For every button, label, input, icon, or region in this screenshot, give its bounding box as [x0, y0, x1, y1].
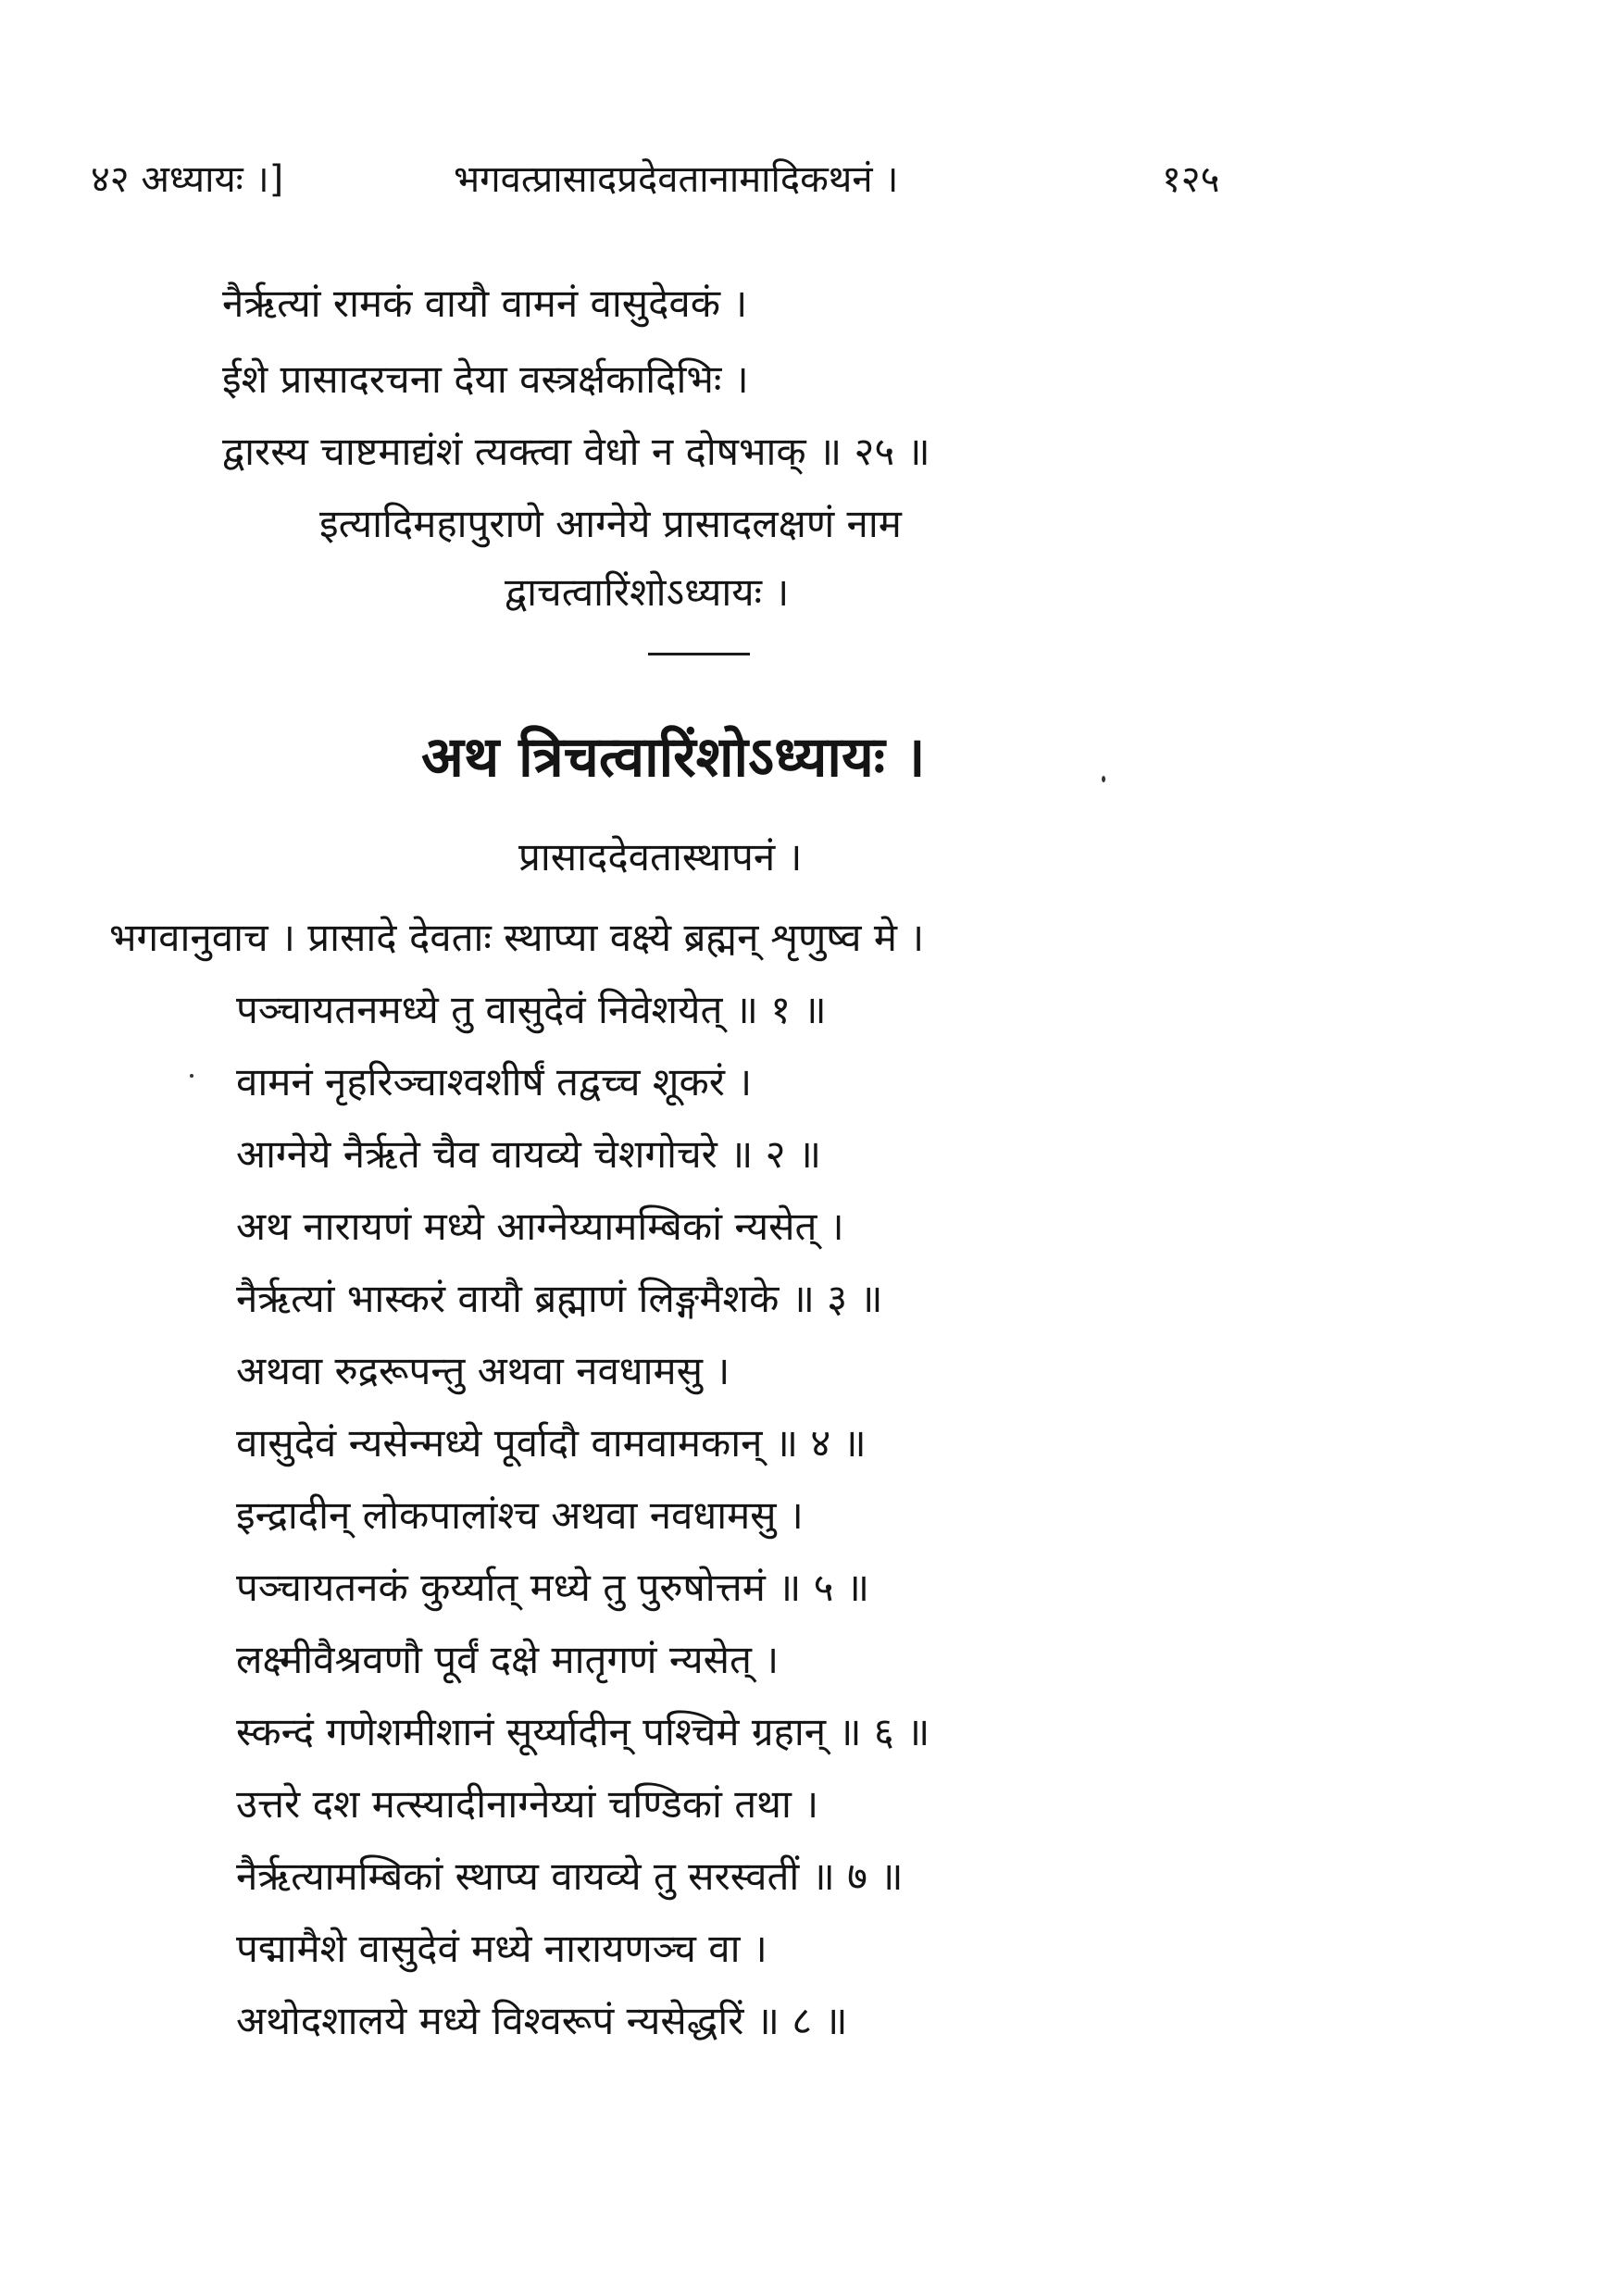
colophon-line: द्वाचत्वारिंशोऽध्यायः । — [505, 569, 790, 615]
first-verse-text: प्रासादे देवताः स्थाप्या वक्ष्ये ब्रह्मन् शृणुष्व मे । — [307, 915, 925, 960]
header-chapter: ४२ अध्यायः ।] — [91, 158, 284, 201]
speaker-line — [109, 912, 924, 964]
section-divider — [648, 653, 750, 655]
page-number: १२५ — [1162, 158, 1220, 201]
colophon-line: इत्यादिमहापुराणे आग्नेये प्रासादलक्षणं नाम — [319, 501, 902, 546]
verse-line: उत्तरे दश मत्स्यादीनाग्नेय्यां चण्डिकां तथा । — [236, 1781, 819, 1827]
verse-line: अथ नारायणं मध्ये आग्नेय्यामम्बिकां न्यसेत् । — [236, 1204, 844, 1249]
prev-verse-line: ईशे प्रासादरचना देया वस्त्रर्क्षकादिभिः । — [222, 356, 749, 402]
print-speck — [1102, 776, 1105, 782]
verse-line: नैर्ऋत्यां भास्करं वायौ ब्रह्माणं लिङ्गमैशके ॥ ३ ॥ — [236, 1276, 883, 1321]
verse-line: पञ्चायतनकं कुर्य्यात् मध्ये तु पुरुषोत्तमं ॥ ५ ॥ — [236, 1565, 870, 1610]
verse-line: वामनं नृहरिञ्चाश्वशीर्षं तद्वच्च शूकरं । — [236, 1059, 753, 1104]
prev-verse-line: द्वारस्य चाष्टमाद्यंशं त्यक्त्वा वेधो न दोषभाक् ॥ २५ ॥ — [222, 429, 930, 474]
chapter-subtitle: प्रासाददेवतास्थापनं । — [518, 834, 803, 880]
verse-line: पञ्चायतनमध्ये तु वासुदेवं निवेशयेत् ॥ १ ॥ — [236, 987, 827, 1032]
verse-line: लक्ष्मीवैश्रवणौ पूर्वं दक्षे मातृगणं न्यसेत् । — [236, 1637, 780, 1682]
verse-line: स्कन्दं गणेशमीशानं सूर्य्यादीन् पश्चिमे ग्रहान् ॥ ६ ॥ — [236, 1709, 930, 1754]
verse-line: अथवा रुद्ररूपन्तु अथवा नवधामसु । — [236, 1348, 730, 1393]
speaker-label: भगवानुवाच । — [109, 915, 295, 960]
header-running-title: भगवत्प्रासादप्रदेवतानामादिकथनं । — [454, 158, 899, 201]
verse-line: अथोदशालये मध्ये विश्वरूपं न्यसेद्धरिं ॥ ८ ॥ — [236, 1998, 848, 2043]
verse-line: इन्द्रादीन् लोकपालांश्च अथवा नवधामसु । — [236, 1492, 804, 1538]
verse-line: आग्नेये नैर्ऋते चैव वायव्ये चेशगोचरे ॥ २ ॥ — [236, 1131, 822, 1177]
prev-verse-line: नैर्ऋत्यां रामकं वायौ वामनं वासुदेवकं । — [222, 281, 748, 326]
verse-line: वासुदेवं न्यसेन्मध्ये पूर्वादौ वामवामकान् ॥ ४ ॥ — [236, 1420, 867, 1466]
print-speck — [190, 1074, 193, 1078]
chapter-title: अथ त्रिचत्वारिंशोऽध्यायः । — [421, 725, 926, 790]
verse-line: पद्मामैशे वासुदेवं मध्ये नारायणञ्च वा । — [236, 1926, 767, 1971]
verse-line: नैर्ऋत्यामम्बिकां स्थाप्य वायव्ये तु सरस्वतीं ॥ ७ ॥ — [236, 1853, 904, 1899]
